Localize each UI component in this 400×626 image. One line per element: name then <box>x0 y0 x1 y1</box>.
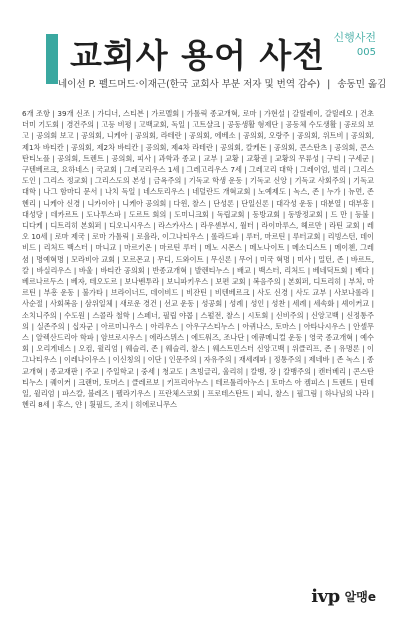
credits-separator: | <box>327 79 331 90</box>
book-title: 교회사 용어 사전 <box>70 36 326 75</box>
publisher-wordmark: ivp <box>311 586 340 607</box>
series-number: 005 <box>356 47 376 58</box>
publisher-logo <box>311 586 376 607</box>
credits-line <box>58 76 388 90</box>
authors-text: 네이선 P. 펠드머드·이재근(한국 교회사 부분 저자 및 번역 감수) <box>58 79 321 90</box>
series-label <box>333 30 376 60</box>
series-name: 신행사전 <box>333 31 376 44</box>
title-accent-bar <box>46 34 58 84</box>
translator-text: 송동민 옮김 <box>337 79 387 90</box>
term-index-text: 6개 조항 | 39개 신조 | 가디너, 스티븐 | 가르멜회 | 가톨릭 종교개혁, 로마 | 가현설 | 갈릴레이, 갈릴레오 | 건초더미 기도회 | 경건주의 | 고등 비평 | 고백교회, 독일 | 고트샬크 | 공동생활 형제단 | 공동체 수도생활 | 공로의 보고 | 공의회 보고 | 공의회, 니케아 | 공의회, 라테란 | 공의회, 에베소 | 공의회, 오랑주 | 공의회, 위트비 | 공의회, 제1차 바티칸 | 공의회, 제2차 바티칸 | 공의회, 제4차 라테란 | 공의회, 칼케돈 | 공의회, 콘스탄츠 | 공의회, 콘스탄티노플 | 공의회, 트렌트 | 공의회, 피사 | 과학과 종교 | 교부 | 교황 | 교황권 | 교황의 무류성 | 구티 | 구세군 | 구텐베르크, 요하네스 | 국교회 | 그레고리우스 1세 | 그레고리우스 7세 | 그레고리 대학 | 그레이엄, 빌리 | 그리스도인 | 그리스 정교회 | 그리스도의 본성 | 금욕주의 | 기독교 학생 운동 | 기독교 신앙 | 기독교 사회주의 | 기독교 대학 | 나그 함마디 문서 | 나치 독일 | 네스토리우스 | 네덜란드 개혁교회 | 노예제도 | 녹스, 존 | 누가 | 뉴먼, 존 헨리 | 니케아 신경 | 니카이아 | 니케아 공의회 | 다윈, 찰스 | 단성론 | 단일신론 | 대각성 운동 | 대분열 | 대부흥 | 대성당 | 데카르트 | 도나투스파 | 도르트 회의 | 도미니크회 | 독립교회 | 동방교회 | 동방정교회 | 드 만 | 등불 | 디다케 | 디트리히 본회퍼 | 디오니시우스 | 라스카사스 | 라우셴부시, 월터 | 라이마루스, 헤르만 | 라틴 교회 | 레오 10세 | 로마 제국 | 로마 가톨릭 | 로욜라, 이그나티우스 | 롤라드파 | 루터, 마르틴 | 루터교회 | 리빙스턴, 데이비드 | 리처드 백스터 | 마니교 | 마르키온 | 마르틴 루터 | 메노 시몬스 | 메노나이트 | 메소디스트 | 메이첸, 그레셤 | 명예혁명 | 모라비아 교회 | 모르몬교 | 무디, 드와이트 | 무신론 | 무어 | 미국 혁명 | 미사 | 밀턴, 존 | 바르트, 칼 | 바실리우스 | 바울 | 바티칸 공의회 | 반종교개혁 | 발렌티누스 | 배교 | 백스터, 리처드 | 베네딕트회 | 베다 | 베르나르두스 | 베자, 테오도르 | 보나벤투라 | 보니파키우스 | 보편 교회 | 복음주의 | 본회퍼, 디트리히 | 부처, 마르틴 | 부흥 운동 | 불가타 | 브라이너드, 데이비드 | 비잔틴 | 비텐베르크 | 사도 신경 | 사도 교부 | 사보나롤라 | 사순절 | 사회복음 | 삼위일체 | 새로운 경건 | 선교 운동 | 성공회 | 성례 | 성인 | 성찬 | 세례 | 세속화 | 셰이커교 | 소치니주의 | 수도원 | 스콜라 철학 | 스페너, 필립 야콥 | 스펄전, 찰스 | 시토회 | 신비주의 | 신앙고백 | 신정통주의 | 실존주의 | 십자군 | 아르미니우스 | 아리우스 | 아우구스티누스 | 아퀴나스, 토마스 | 아타나시우스 | 안셀무스 | 알렉산드리아 학파 | 암브로시우스 | 에라스뮈스 | 에드워즈, 조나단 | 에큐메니컬 운동 | 영국 종교개혁 | 예수회 | 오리게네스 | 오컴, 윌리엄 | 웨슬리, 존 | 웨슬리, 찰스 | 웨스트민스터 신앙고백 | 위클리프, 존 | 유명론 | 이그나티우스 | 이레나이우스 | 이신칭의 | 이단 | 인문주의 | 자유주의 | 재세례파 | 정통주의 | 제네바 | 존 녹스 | 종교개혁 | 종교재판 | 주교 | 주일학교 | 중세 | 청교도 | 츠빙글리, 울리히 | 칼뱅, 장 | 칼뱅주의 | 캔터베리 | 콘스탄티누스 | 퀘이커 | 크랜머, 토머스 | 클레르보 | 키프리아누스 | 테르툴리아누스 | 토마스 아 켐피스 | 트렌트 | 틴데일, 윌리엄 | 파스칼, 블레즈 | 펠라기우스 | 프란체스코회 | 프로테스탄트 | 피니, 찰스 | 필그림 | 하나님의 나라 | 헨리 8세 | 후스, 얀 | 휫필드, 조지 | 히에로니무스 <box>22 109 374 410</box>
publisher-imprint: 알맹e <box>344 590 376 604</box>
